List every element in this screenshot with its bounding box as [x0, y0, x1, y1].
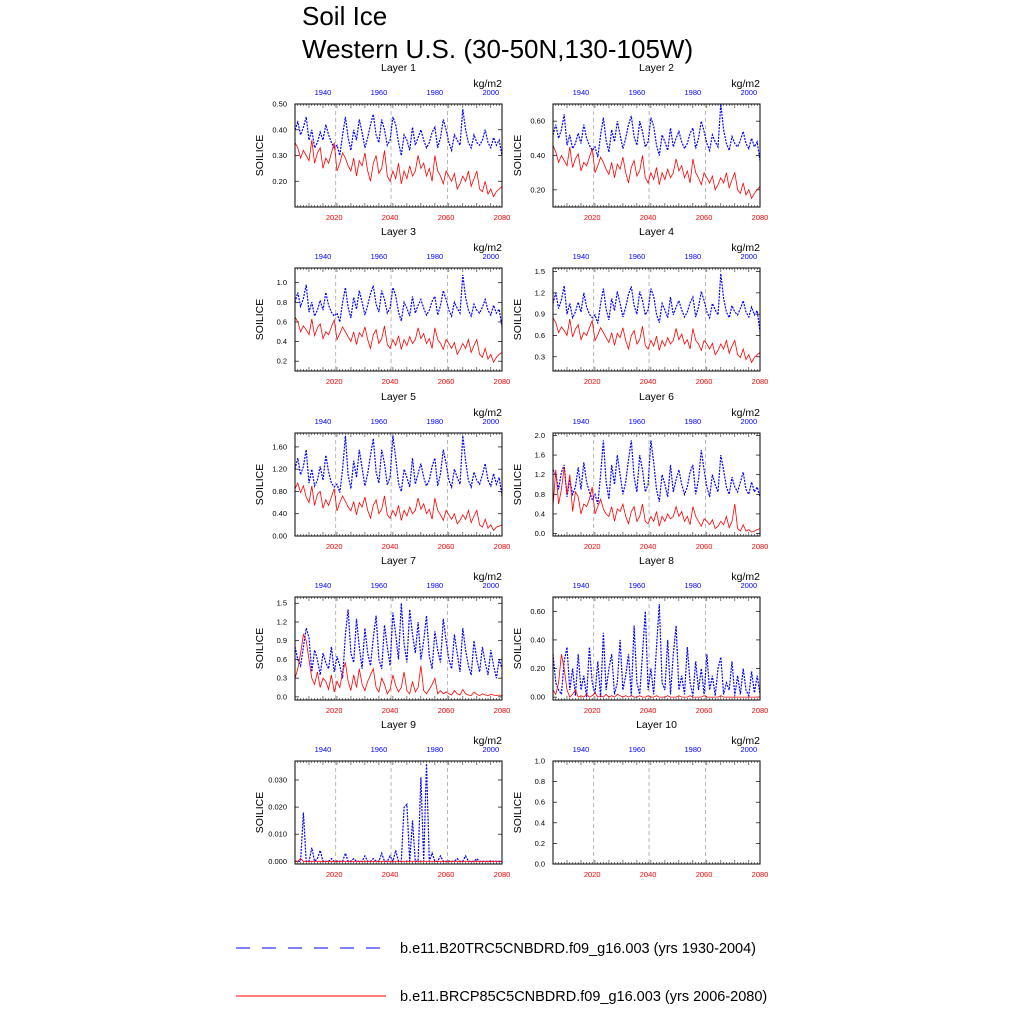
y-tick-label: 1.2 — [276, 617, 287, 627]
y-axis-label: SOILICE — [254, 463, 266, 506]
unit-label: kg/m2 — [473, 242, 502, 254]
x-top-tick-label: 1940 — [572, 581, 590, 590]
series-line-historical — [553, 604, 760, 697]
x-bottom-tick-label: 2060 — [695, 706, 713, 715]
y-tick-label: 0.40 — [272, 509, 287, 519]
y-tick-label: 0.0 — [534, 859, 545, 869]
plot-frame — [295, 761, 502, 864]
panel-8 — [512, 555, 768, 715]
series-line-historical — [295, 764, 502, 862]
unit-label: kg/m2 — [473, 735, 502, 747]
series-line-historical — [295, 109, 502, 155]
panel-10 — [512, 719, 768, 879]
y-axis-label: SOILICE — [254, 791, 266, 834]
x-bottom-tick-label: 2060 — [437, 542, 455, 551]
x-bottom-tick-label: 2080 — [751, 706, 769, 715]
series-line-future — [295, 483, 502, 530]
x-bottom-tick-label: 2020 — [583, 542, 601, 551]
unit-label: kg/m2 — [731, 242, 760, 254]
x-top-tick-label: 1980 — [426, 581, 444, 590]
y-tick-label: 0.40 — [530, 635, 545, 645]
x-top-tick-label: 2000 — [482, 417, 500, 426]
y-tick-label: 0.6 — [276, 654, 287, 664]
y-tick-label: 0.4 — [534, 818, 545, 828]
panel-title: Layer 7 — [380, 555, 417, 567]
x-top-tick-label: 1980 — [426, 745, 444, 754]
x-top-tick-label: 1980 — [426, 417, 444, 426]
x-top-tick-label: 2000 — [740, 88, 758, 97]
panel-title: Layer 4 — [638, 226, 675, 238]
panel-title: Layer 9 — [380, 719, 417, 731]
x-top-tick-label: 1960 — [628, 252, 646, 261]
x-top-tick-label: 1960 — [370, 252, 388, 261]
panel-title: Layer 8 — [638, 555, 675, 567]
x-top-tick-label: 1940 — [572, 88, 590, 97]
x-bottom-tick-label: 2040 — [381, 213, 399, 222]
unit-label: kg/m2 — [473, 78, 502, 90]
figure-title-line1: Soil Ice — [302, 1, 388, 31]
x-top-tick-label: 1960 — [370, 581, 388, 590]
series-line-historical — [295, 436, 502, 496]
y-tick-label: 0.30 — [272, 151, 287, 160]
x-top-tick-label: 2000 — [482, 252, 500, 261]
y-tick-label: 1.2 — [534, 288, 545, 298]
y-tick-label: 0.20 — [272, 176, 287, 186]
y-tick-label: 0.030 — [268, 775, 287, 785]
panel-3 — [254, 226, 510, 386]
panel-2 — [512, 62, 768, 222]
plot-frame — [553, 761, 760, 864]
x-bottom-tick-label: 2040 — [381, 870, 399, 879]
x-top-tick-label: 1980 — [684, 581, 702, 590]
unit-label: kg/m2 — [731, 78, 760, 90]
x-bottom-tick-label: 2020 — [583, 213, 601, 222]
y-tick-label: 0.40 — [272, 125, 287, 135]
y-axis-label: SOILICE — [512, 134, 524, 177]
x-top-tick-label: 2000 — [740, 417, 758, 426]
x-bottom-tick-label: 2060 — [695, 542, 713, 551]
x-top-tick-label: 1980 — [684, 88, 702, 97]
x-top-tick-label: 1960 — [370, 88, 388, 97]
y-tick-label: 0.2 — [534, 838, 545, 848]
y-tick-label: 0.40 — [530, 151, 545, 160]
plot-frame — [295, 268, 502, 371]
y-tick-label: 0.9 — [276, 636, 287, 646]
series-line-historical — [553, 274, 760, 332]
x-top-tick-label: 1960 — [628, 417, 646, 426]
x-bottom-tick-label: 2040 — [381, 542, 399, 551]
plot-frame — [295, 104, 502, 207]
x-bottom-tick-label: 2040 — [381, 706, 399, 715]
panel-5 — [254, 391, 510, 551]
x-top-tick-label: 1980 — [426, 88, 444, 97]
series-line-historical — [553, 104, 760, 161]
series-line-historical — [295, 275, 502, 327]
series-line-future — [295, 635, 502, 696]
y-tick-label: 0.4 — [534, 509, 545, 519]
y-tick-label: 0.020 — [268, 802, 287, 812]
x-bottom-tick-label: 2020 — [325, 377, 343, 386]
x-bottom-tick-label: 2040 — [381, 377, 399, 386]
y-axis-label: SOILICE — [512, 298, 524, 341]
x-top-tick-label: 1940 — [572, 745, 590, 754]
y-axis-label: SOILICE — [254, 627, 266, 670]
x-bottom-tick-label: 2060 — [437, 377, 455, 386]
y-tick-label: 0.60 — [530, 606, 545, 616]
y-tick-label: 0.60 — [530, 116, 545, 126]
x-top-tick-label: 2000 — [482, 581, 500, 590]
plot-frame — [553, 104, 760, 207]
x-top-tick-label: 1980 — [684, 745, 702, 754]
x-bottom-tick-label: 2020 — [583, 870, 601, 879]
legend-future-label: b.e11.BRCP85C5CNBDRD.f09_g16.003 (yrs 2006-2080) — [400, 989, 768, 1005]
x-bottom-tick-label: 2040 — [639, 213, 657, 222]
y-tick-label: 0.6 — [276, 317, 287, 327]
y-tick-label: 0.3 — [276, 673, 287, 683]
x-bottom-tick-label: 2020 — [583, 377, 601, 386]
x-bottom-tick-label: 2060 — [437, 870, 455, 879]
y-tick-label: 0.8 — [276, 297, 287, 307]
y-tick-label: 0.2 — [276, 356, 287, 366]
y-axis-label: SOILICE — [512, 791, 524, 834]
y-axis-label: SOILICE — [512, 627, 524, 670]
y-tick-label: 0.00 — [530, 692, 545, 702]
x-bottom-tick-label: 2020 — [583, 706, 601, 715]
series-line-historical — [553, 440, 760, 504]
panels — [254, 62, 768, 879]
y-tick-label: 0.50 — [272, 99, 287, 109]
x-bottom-tick-label: 2080 — [751, 870, 769, 879]
y-tick-label: 0.010 — [268, 829, 287, 839]
x-top-tick-label: 1940 — [314, 252, 332, 261]
y-tick-label: 0.000 — [268, 856, 287, 866]
x-bottom-tick-label: 2080 — [493, 706, 511, 715]
y-tick-label: 1.6 — [534, 450, 545, 460]
x-bottom-tick-label: 2080 — [751, 542, 769, 551]
unit-label: kg/m2 — [731, 571, 760, 583]
unit-label: kg/m2 — [731, 407, 760, 419]
y-tick-label: 1.5 — [534, 267, 545, 277]
y-tick-label: 0.80 — [272, 486, 287, 496]
y-tick-label: 0.0 — [534, 529, 545, 539]
y-tick-label: 1.2 — [534, 470, 545, 480]
y-tick-label: 0.20 — [530, 185, 545, 195]
x-top-tick-label: 1940 — [314, 417, 332, 426]
x-top-tick-label: 1960 — [370, 745, 388, 754]
y-tick-label: 0.8 — [534, 777, 545, 787]
y-axis-label: SOILICE — [254, 298, 266, 341]
y-tick-label: 0.20 — [530, 664, 545, 674]
x-top-tick-label: 1980 — [426, 252, 444, 261]
x-top-tick-label: 1960 — [370, 417, 388, 426]
series-line-future — [553, 145, 760, 198]
x-bottom-tick-label: 2040 — [639, 870, 657, 879]
x-bottom-tick-label: 2080 — [493, 542, 511, 551]
x-bottom-tick-label: 2040 — [639, 377, 657, 386]
panel-9 — [254, 719, 510, 879]
x-top-tick-label: 1940 — [314, 581, 332, 590]
x-top-tick-label: 1940 — [314, 88, 332, 97]
y-tick-label: 0.8 — [534, 489, 545, 499]
legend-historical-label: b.e11.B20TRC5CNBDRD.f09_g16.003 (yrs 1930-2004) — [400, 941, 756, 957]
y-tick-label: 1.5 — [276, 598, 287, 608]
x-bottom-tick-label: 2080 — [493, 870, 511, 879]
x-bottom-tick-label: 2060 — [695, 870, 713, 879]
y-tick-label: 1.60 — [272, 442, 287, 452]
y-tick-label: 0.3 — [534, 352, 545, 362]
x-top-tick-label: 2000 — [740, 252, 758, 261]
y-tick-label: 0.00 — [272, 531, 287, 541]
x-bottom-tick-label: 2060 — [695, 213, 713, 222]
figure-title-line2: Western U.S. (30-50N,130-105W) — [302, 34, 694, 64]
y-axis-label: SOILICE — [254, 134, 266, 177]
y-axis-label: SOILICE — [512, 463, 524, 506]
x-bottom-tick-label: 2080 — [751, 213, 769, 222]
panel-title: Layer 2 — [638, 62, 675, 74]
x-bottom-tick-label: 2020 — [325, 542, 343, 551]
y-tick-label: 1.0 — [534, 756, 545, 766]
x-bottom-tick-label: 2020 — [325, 213, 343, 222]
x-top-tick-label: 1960 — [628, 745, 646, 754]
panel-title: Layer 10 — [636, 719, 677, 731]
plot-frame — [553, 268, 760, 371]
x-bottom-tick-label: 2040 — [639, 542, 657, 551]
x-top-tick-label: 1980 — [684, 417, 702, 426]
x-bottom-tick-label: 2080 — [493, 377, 511, 386]
x-bottom-tick-label: 2060 — [437, 213, 455, 222]
x-top-tick-label: 1940 — [572, 252, 590, 261]
x-bottom-tick-label: 2080 — [751, 377, 769, 386]
y-tick-label: 1.0 — [276, 278, 287, 288]
y-tick-label: 0.6 — [534, 330, 545, 340]
legend — [236, 941, 767, 1005]
series-line-future — [295, 317, 502, 362]
x-top-tick-label: 1960 — [628, 88, 646, 97]
x-top-tick-label: 2000 — [740, 581, 758, 590]
series-line-future — [553, 318, 760, 363]
unit-label: kg/m2 — [473, 571, 502, 583]
x-bottom-tick-label: 2080 — [493, 213, 511, 222]
y-tick-label: 2.0 — [534, 430, 545, 440]
x-top-tick-label: 2000 — [740, 745, 758, 754]
series-line-historical — [295, 603, 502, 678]
x-bottom-tick-label: 2060 — [437, 706, 455, 715]
y-tick-label: 0.9 — [534, 309, 545, 319]
panel-title: Layer 3 — [380, 226, 417, 238]
y-tick-label: 0.6 — [534, 797, 545, 807]
x-bottom-tick-label: 2040 — [639, 706, 657, 715]
panel-7 — [254, 555, 510, 715]
x-bottom-tick-label: 2060 — [695, 377, 713, 386]
panel-title: Layer 5 — [380, 391, 417, 403]
plot-frame — [553, 433, 760, 536]
x-top-tick-label: 2000 — [482, 88, 500, 97]
x-top-tick-label: 1940 — [572, 417, 590, 426]
y-tick-label: 0.4 — [276, 337, 287, 347]
y-tick-label: 0.0 — [276, 692, 287, 702]
x-top-tick-label: 1940 — [314, 745, 332, 754]
x-bottom-tick-label: 2020 — [325, 706, 343, 715]
x-top-tick-label: 1960 — [628, 581, 646, 590]
y-tick-label: 1.20 — [272, 464, 287, 474]
panel-6 — [512, 391, 768, 551]
series-line-future — [553, 467, 760, 532]
panel-title: Layer 1 — [380, 62, 417, 74]
x-top-tick-label: 2000 — [482, 745, 500, 754]
panel-4 — [512, 226, 768, 386]
unit-label: kg/m2 — [731, 735, 760, 747]
x-bottom-tick-label: 2020 — [325, 870, 343, 879]
x-top-tick-label: 1980 — [684, 252, 702, 261]
panel-title: Layer 6 — [638, 391, 675, 403]
panel-1 — [254, 62, 510, 222]
unit-label: kg/m2 — [473, 407, 502, 419]
